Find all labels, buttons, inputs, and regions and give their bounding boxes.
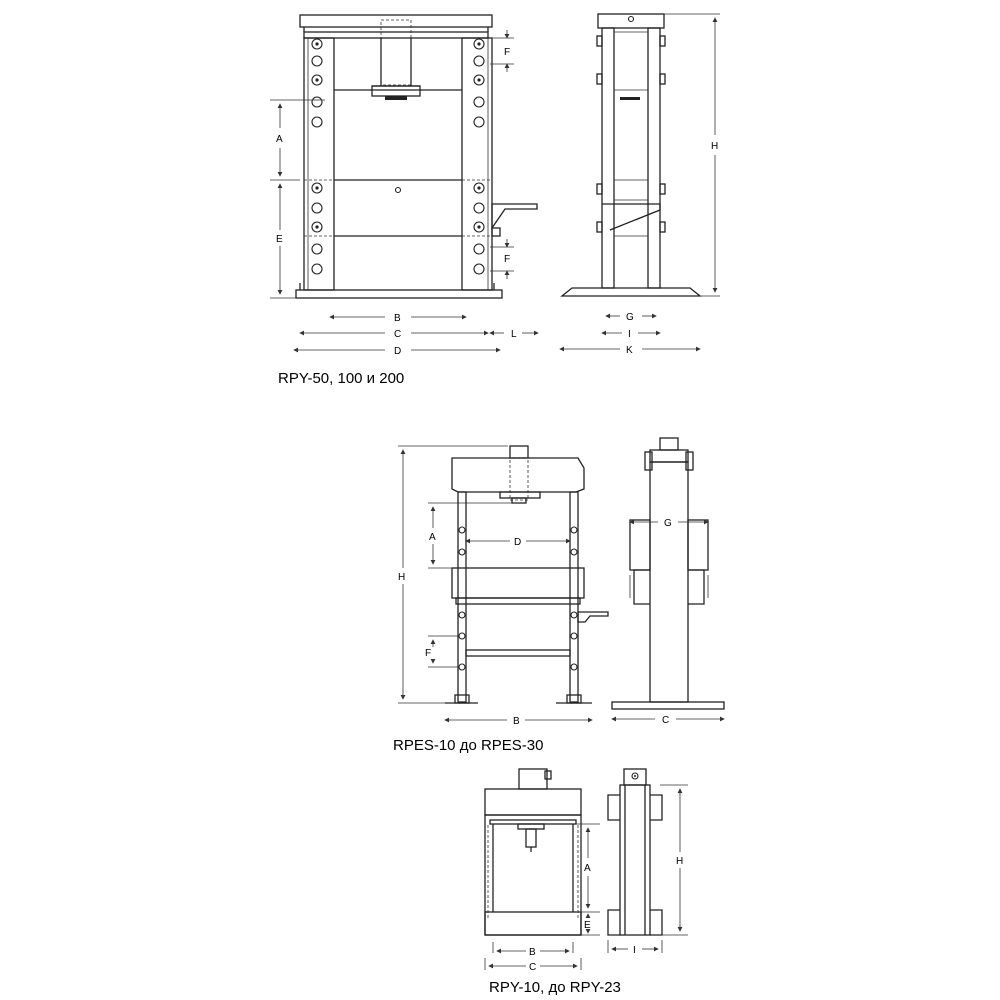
diagram-rpy-10-dimensions bbox=[485, 785, 688, 973]
dim-label-l: L bbox=[511, 329, 517, 340]
column-pin-holes bbox=[312, 39, 484, 274]
dim-label-i: I bbox=[633, 945, 636, 956]
dim-label-e: E bbox=[276, 234, 283, 245]
diagram-rpy-10-side-view bbox=[608, 769, 662, 935]
diagram-rpes-side-view bbox=[612, 438, 724, 709]
diagram-rpes-front-view bbox=[445, 446, 608, 703]
diagram-rpy-50-side-view bbox=[562, 14, 700, 296]
dim-label-h: H bbox=[398, 572, 406, 583]
caption-rpy-10: RPY-10, до RPY-23 bbox=[489, 979, 621, 996]
dim-label-d: D bbox=[394, 346, 402, 357]
dim-label-g: G bbox=[664, 518, 672, 529]
caption-rpes: RPES-10 до RPES-30 bbox=[393, 737, 544, 754]
dim-label-h: H bbox=[676, 856, 684, 867]
dim-label-k: K bbox=[626, 345, 633, 356]
dim-label-b: B bbox=[513, 716, 520, 727]
diagram-rpy-50-front-view bbox=[296, 15, 537, 298]
dim-label-h: H bbox=[711, 141, 719, 152]
dim-label-c: C bbox=[529, 962, 537, 973]
dim-label-b: B bbox=[529, 947, 536, 958]
dim-label-g: G bbox=[626, 312, 634, 323]
dim-label-i: I bbox=[628, 329, 631, 340]
caption-rpy-50: RPY-50, 100 и 200 bbox=[278, 370, 405, 387]
dim-label-f: F bbox=[425, 648, 432, 659]
dim-label-a: A bbox=[584, 863, 591, 874]
dim-label-c: C bbox=[394, 329, 402, 340]
diagram-rpy-50-dimensions bbox=[270, 14, 720, 357]
dim-label-b: B bbox=[394, 313, 401, 324]
dim-label-a: A bbox=[276, 134, 283, 145]
dim-label-f-lower: F bbox=[504, 254, 511, 265]
dim-label-a: A bbox=[429, 532, 436, 543]
dim-label-d: D bbox=[514, 537, 522, 548]
dim-label-c: C bbox=[662, 715, 670, 726]
dim-label-f-upper: F bbox=[504, 47, 511, 58]
diagram-rpes-dimensions bbox=[398, 446, 724, 727]
diagram-rpy-10-front-view bbox=[485, 769, 581, 935]
dim-label-e: E bbox=[584, 920, 591, 931]
